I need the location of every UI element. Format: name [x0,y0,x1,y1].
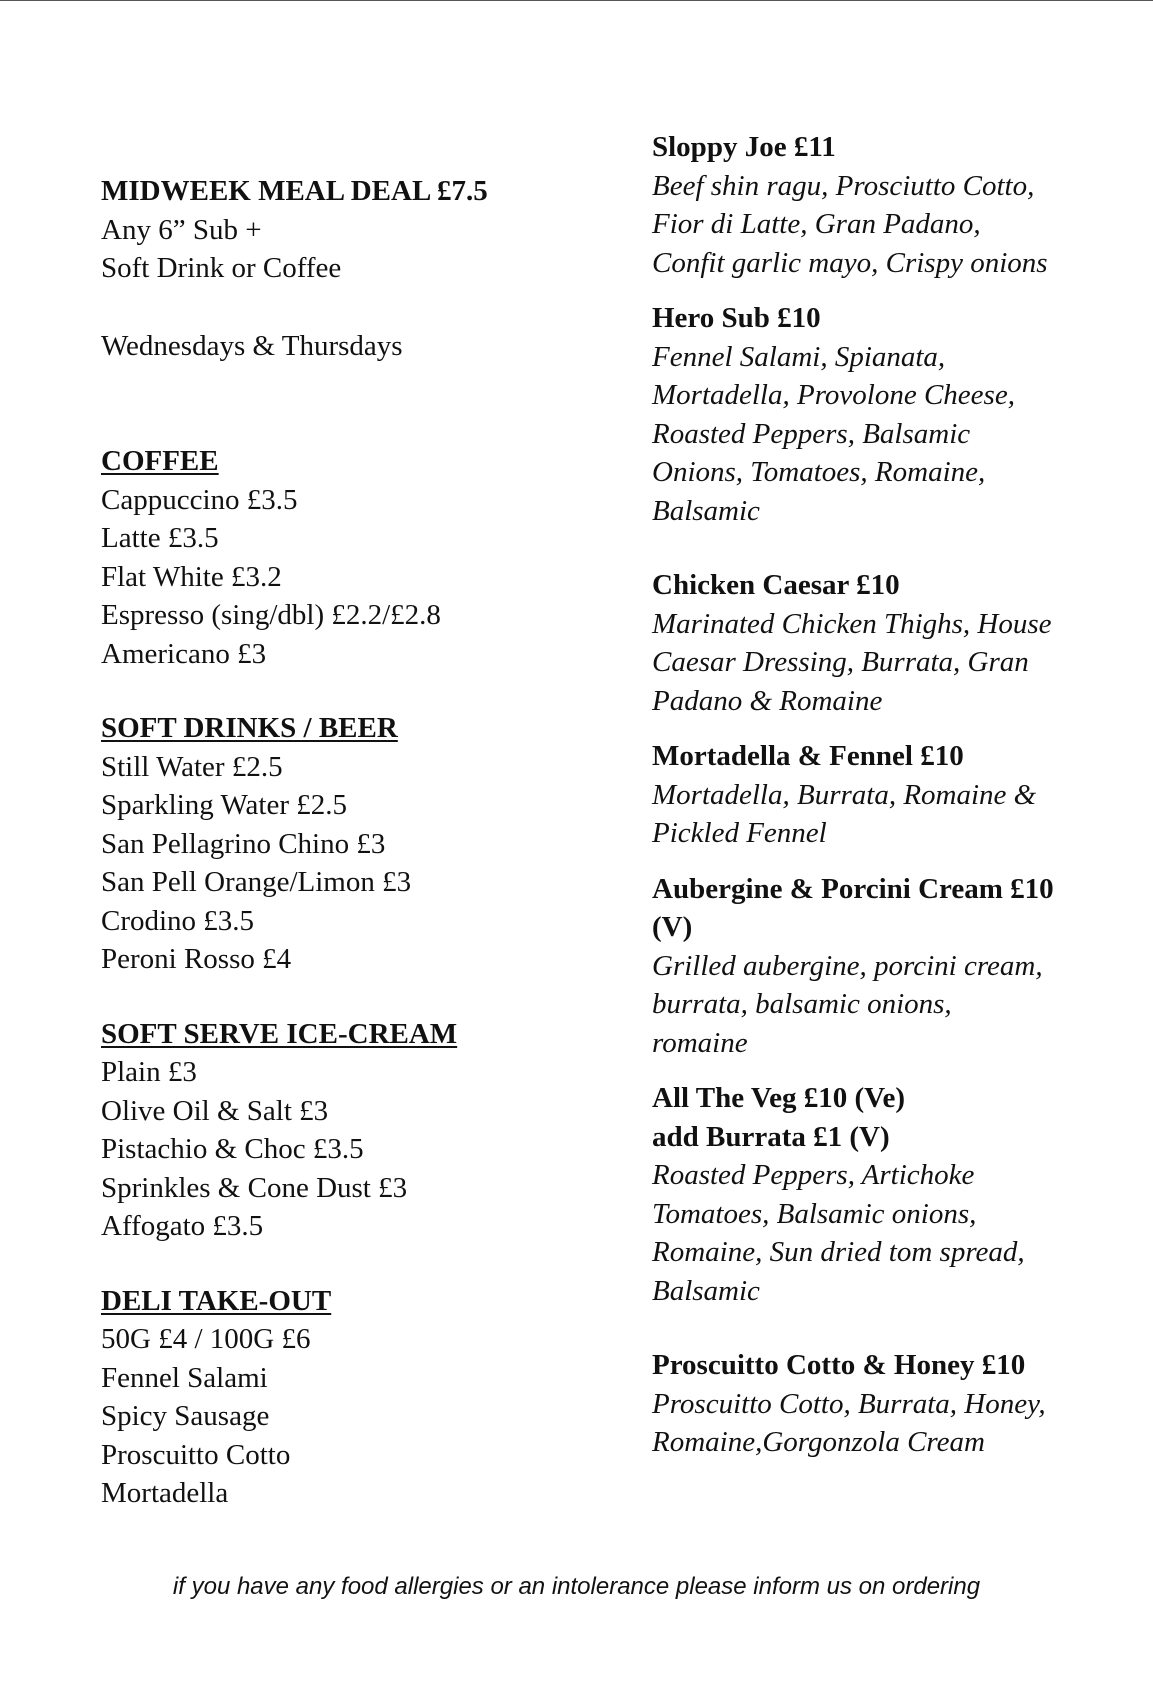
meal-deal-title: MIDWEEK MEAL DEAL £7.5 [101,175,488,207]
sub-description: Romaine, Sun dried tom spread, [652,1236,1025,1268]
menu-item: Americano £3 [101,637,267,670]
menu-item: Pistachio & Choc £3.5 [101,1133,364,1165]
sub-description: Beef shin ragu, Prosciutto Cotto, [652,169,1035,202]
menu-item: Proscuitto Cotto [101,1438,291,1471]
sub-description: Confit garlic mayo, Crispy onions [652,246,1048,279]
sub-description: Padano & Romaine [652,684,883,717]
menu-item: Olive Oil & Salt £3 [101,1094,329,1127]
allergy-notice: if you have any food allergies or an intolerance please inform us on ordering [172,1573,981,1600]
sub-name: Sloppy Joe £11 [652,131,836,163]
sub-description: Onions, Tomatoes, Romaine, [652,456,986,488]
menu-item: San Pellagrino Chino £3 [101,827,386,860]
menu-item: Plain £3 [101,1056,197,1088]
sub-description: Proscuitto Cotto, Burrata, Honey, [652,1387,1046,1420]
meal-deal-line: Soft Drink or Coffee [101,252,342,284]
menu-item: Flat White £3.2 [101,560,282,593]
deli-heading: DELI TAKE-OUT [101,1284,332,1317]
soft-drinks-heading: SOFT DRINKS / BEER [101,712,398,744]
sub-name: Hero Sub £10 [652,302,821,334]
sub-description: Pickled Fennel [652,817,827,849]
meal-deal-days: Wednesdays & Thursdays [101,329,403,362]
menu-item: Affogato £3.5 [101,1210,264,1242]
sub-description: Mortadella, Burrata, Romaine & [652,778,1037,811]
menu-item: Cappuccino £3.5 [101,483,298,516]
coffee-heading: COFFEE [101,445,219,477]
menu-item: Fennel Salami [101,1361,268,1394]
sub-description: Caesar Dressing, Burrata, Gran [652,646,1029,678]
sub-description: Balsamic [652,1274,760,1307]
menu-item: San Pell Orange/Limon £3 [101,866,412,898]
sub-description: Fior di Latte, Gran Padano, [652,208,981,240]
sub-description: romaine [652,1026,748,1059]
sub-description: Roasted Peppers, Artichoke [652,1159,975,1191]
sub-description: Tomatoes, Balsamic onions, [652,1197,977,1230]
menu-item: Peroni Rosso £4 [101,943,292,975]
sub-description: Roasted Peppers, Balsamic [652,417,971,450]
menu-item: Spicy Sausage [101,1400,270,1432]
menu-item: Latte £3.5 [101,522,219,554]
menu-item: Sparkling Water £2.5 [101,789,348,821]
sub-description: Romaine,Gorgonzola Cream [652,1426,985,1458]
menu-item: Crodino £3.5 [101,904,255,937]
sub-name: add Burrata £1 (V) [652,1120,890,1153]
sub-name: Chicken Caesar £10 [652,569,900,601]
sub-description: Balsamic [652,494,760,527]
sub-description: Marinated Chicken Thighs, House [652,607,1052,640]
subs-column [652,128,1132,1462]
top-border [0,0,1153,1]
sub-name: Mortadella & Fennel £10 [652,740,964,772]
menu-item: Still Water £2.5 [101,750,283,783]
menu-item: Sprinkles & Cone Dust £3 [101,1171,408,1204]
menu-item: Espresso (sing/dbl) £2.2/£2.8 [101,599,441,631]
sub-description: burrata, balsamic onions, [652,988,952,1020]
sub-description: Mortadella, Provolone Cheese, [652,379,1015,411]
sub-description: Fennel Salami, Spianata, [652,340,946,373]
menu-item: Mortadella [101,1477,229,1509]
ice-cream-heading: SOFT SERVE ICE-CREAM [101,1017,458,1050]
sub-description: Grilled aubergine, porcini cream, [652,949,1043,982]
meal-deal-line: Any 6” Sub + [101,213,262,246]
left-column [101,172,621,1513]
sub-name: (V) [652,911,693,943]
menu-item: 50G £4 / 100G £6 [101,1323,311,1355]
sub-name: Proscuitto Cotto & Honey £10 [652,1349,1026,1381]
sub-name: Aubergine & Porcini Cream £10 [652,872,1054,905]
sub-name: All The Veg £10 (Ve) [652,1082,905,1114]
